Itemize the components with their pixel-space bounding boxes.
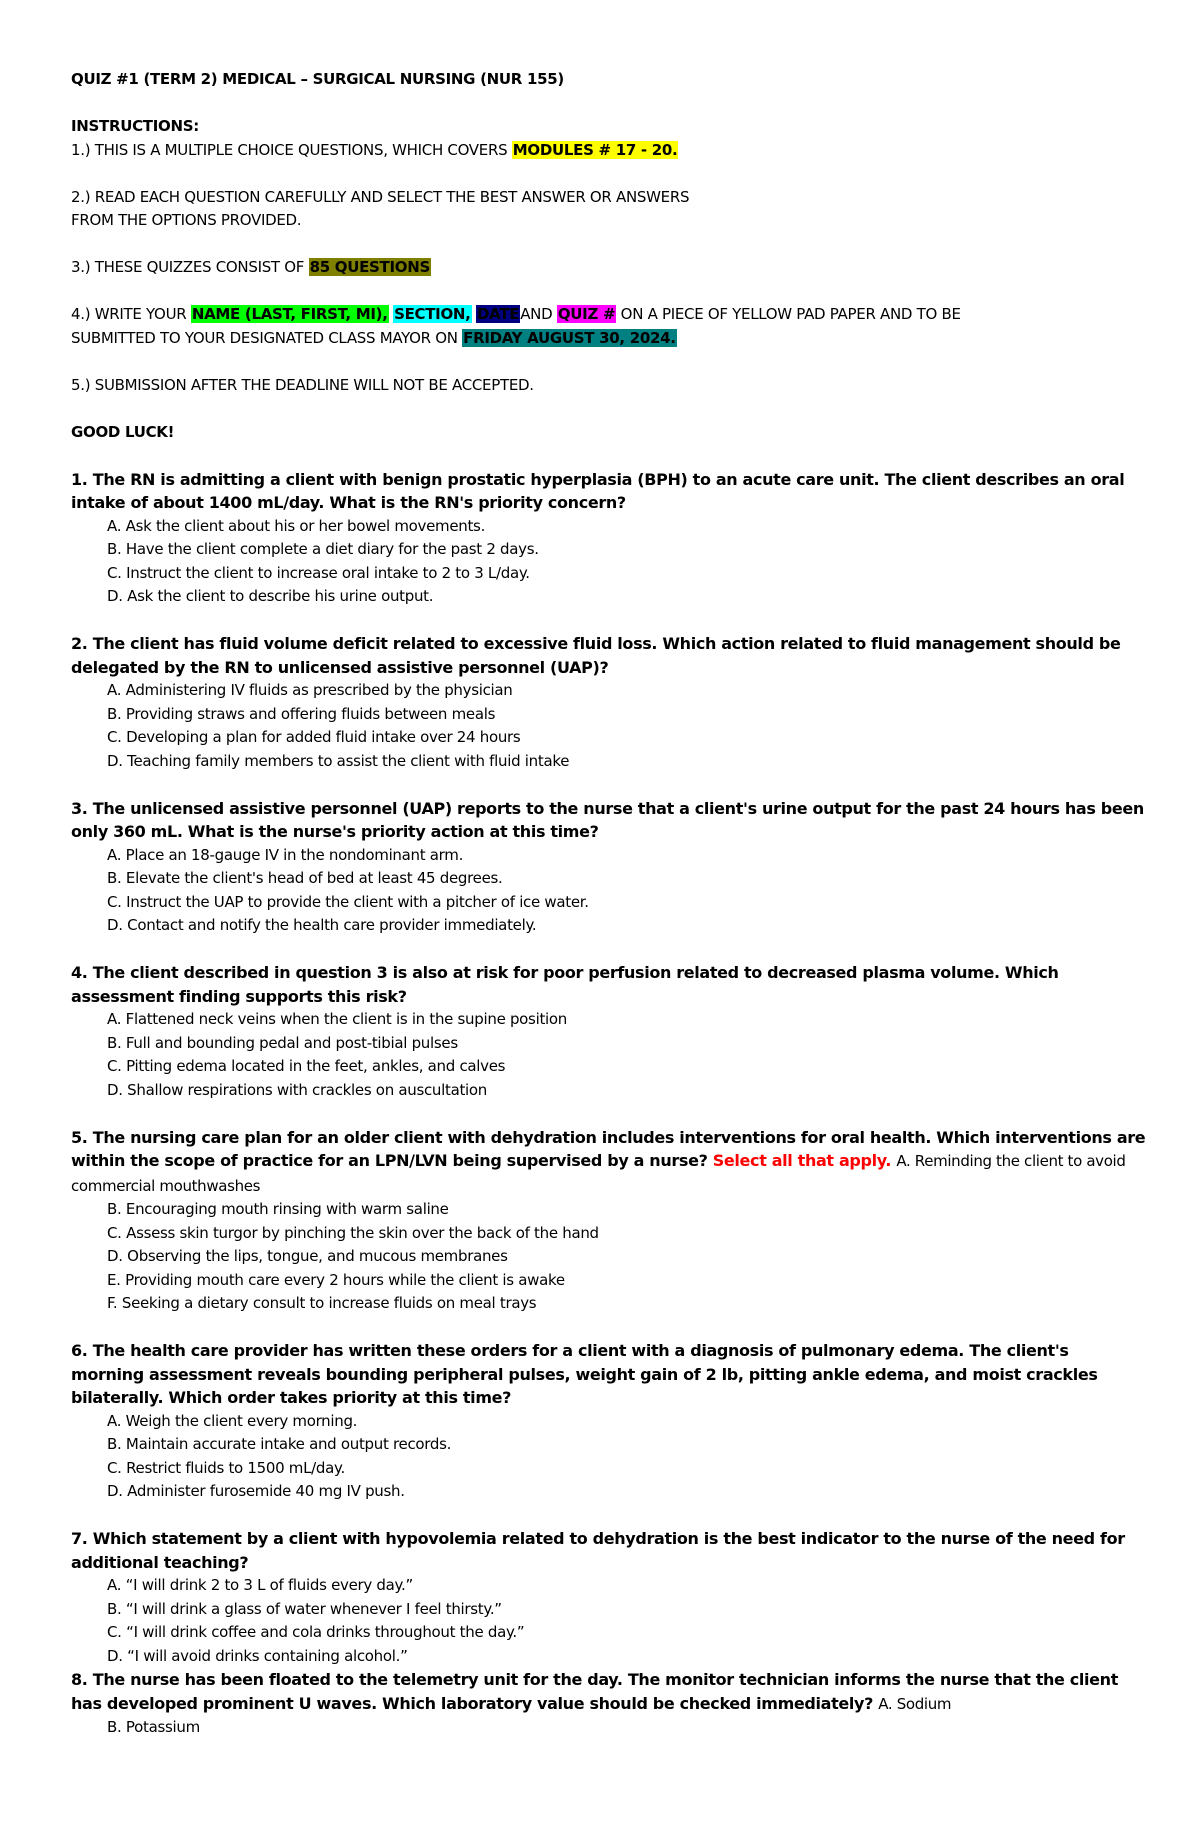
answer-option: D. Contact and notify the health care provider immediately.: [107, 916, 537, 934]
answer-option: B. “I will drink a glass of water whenever I feel thirsty.”: [107, 1599, 502, 1618]
instruction-2-line-1: 2.) READ EACH QUESTION CAREFULLY AND SELECT THE BEST ANSWER OR ANSWERS: [71, 187, 690, 206]
question-text: 1. The RN is admitting a client with benign prostatic hyperplasia (BPH) to an acute care unit. The client describes an oral intake of about 1400 mL/day. What is the RN's priority concern?: [71, 469, 1125, 512]
name-highlight: NAME (LAST, FIRST, MI),: [191, 305, 388, 323]
question-text: 6. The health care provider has written these orders for a client with a diagnosis of pulmonary edema. The client's morning assessment reveals bounding peripheral pulses, weight gain of 2 lb, pitting ankle edema, and moist crackles bilaterally. Which order takes priority at this time?: [71, 1341, 1098, 1407]
answer-option: B. Elevate the client's head of bed at least 45 degrees.: [107, 869, 503, 887]
question-5: [71, 1126, 1146, 1316]
answer-option: F. Seeking a dietary consult to increase fluids on meal trays: [107, 1294, 537, 1312]
question-3: [71, 797, 1146, 938]
answer-option: C. Instruct the client to increase oral intake to 2 to 3 L/day.: [107, 563, 530, 582]
instruction-4-line-1: 4.) WRITE YOUR NAME (LAST, FIRST, MI), SECTION, DATEAND QUIZ # ON A PIECE OF YELLOW PAD PAPER AND TO BE: [71, 305, 961, 323]
answer-option: C. Pitting edema located in the feet, ankles, and calves: [107, 1057, 506, 1075]
answer-option: D. Observing the lips, tongue, and mucous membranes: [107, 1247, 508, 1265]
question-text: 3. The unlicensed assistive personnel (UAP) reports to the nurse that a client's urine output for the past 24 hours has been only 360 mL. What is the nurse's priority action at this time?: [71, 798, 1144, 841]
answer-option-inline: A. Sodium: [878, 1694, 952, 1713]
answer-option: C. Assess skin turgor by pinching the skin over the back of the hand: [107, 1223, 599, 1242]
answer-option: C. Restrict fluids to 1500 mL/day.: [107, 1458, 345, 1477]
answer-option: C. Developing a plan for added fluid intake over 24 hours: [107, 728, 521, 746]
instructions-heading: INSTRUCTIONS:: [71, 117, 199, 135]
question-2: [71, 632, 1146, 773]
answer-option: A. Administering IV fluids as prescribed by the physician: [107, 681, 513, 699]
question-text: 8. The nurse has been floated to the telemetry unit for the day. The monitor technician informs the nurse that the client has developed prominent U waves. Which laboratory value should be checked immediately? A. Sodium: [71, 1670, 1119, 1713]
answer-option: A. Weigh the client every morning.: [107, 1411, 358, 1430]
question-text: 2. The client has fluid volume deficit related to excessive fluid loss. Which action related to fluid management should be delegated by the RN to unlicensed assistive personnel (UAP)?: [71, 634, 1121, 677]
answer-option: C. “I will drink coffee and cola drinks throughout the day.”: [107, 1623, 525, 1641]
page-title: QUIZ #1 (TERM 2) MEDICAL – SURGICAL NURSING (NUR 155): [71, 70, 564, 88]
answer-option: B. Encouraging mouth rinsing with warm saline: [107, 1200, 449, 1218]
section-highlight: SECTION,: [394, 305, 471, 323]
question-4: [71, 961, 1146, 1102]
question-7: [71, 1527, 1146, 1668]
answer-option: B. Maintain accurate intake and output records.: [107, 1435, 452, 1453]
answer-option: A. Flattened neck veins when the client is in the supine position: [107, 1010, 567, 1028]
select-all-note: Select all that apply.: [712, 1151, 892, 1170]
answer-option: C. Instruct the UAP to provide the client with a pitcher of ice water.: [107, 892, 589, 911]
question-text: 5. The nursing care plan for an older client with dehydration includes interventions for oral health. Which interventions are within the scope of practice for an LPN/LVN being supervised by a nurse? Select all that apply. A. Reminding the client to avoid commercial mouthwashes: [71, 1127, 1146, 1195]
answer-option: D. Shallow respirations with crackles on auscultation: [107, 1080, 488, 1099]
answer-option: E. Providing mouth care every 2 hours while the client is awake: [107, 1270, 565, 1289]
good-luck-text: GOOD LUCK!: [71, 422, 175, 441]
answer-option: A. Place an 18-gauge IV in the nondominant arm.: [107, 845, 464, 864]
instruction-3: 3.) THESE QUIZZES CONSIST OF 85 QUESTIONS: [71, 258, 430, 276]
answer-option: D. Teaching family members to assist the client with fluid intake: [107, 751, 570, 770]
deadline-highlight: FRIDAY AUGUST 30, 2024.: [463, 328, 676, 347]
instruction-5: 5.) SUBMISSION AFTER THE DEADLINE WILL NOT BE ACCEPTED.: [71, 375, 534, 394]
answer-option: B. Providing straws and offering fluids between meals: [107, 704, 496, 723]
quiz-document: [71, 68, 1146, 1740]
modules-highlight: MODULES # 17 - 20.: [512, 140, 678, 159]
answer-option: D. “I will avoid drinks containing alcohol.”: [107, 1646, 408, 1665]
question-1: [71, 468, 1146, 609]
instruction-4-line-2: SUBMITTED TO YOUR DESIGNATED CLASS MAYOR ON FRIDAY AUGUST 30, 2024.: [71, 328, 676, 347]
instruction-2-line-2: FROM THE OPTIONS PROVIDED.: [71, 211, 302, 229]
question-text: 7. Which statement by a client with hypovolemia related to dehydration is the best indicator to the nurse of the need for additional teaching?: [71, 1529, 1125, 1572]
quiz-number-highlight: QUIZ #: [557, 305, 616, 323]
answer-option: B. Full and bounding pedal and post-tibial pulses: [107, 1033, 458, 1052]
instruction-1: 1.) THIS IS A MULTIPLE CHOICE QUESTIONS, WHICH COVERS MODULES # 17 - 20.: [71, 140, 678, 159]
answer-option: D. Ask the client to describe his urine output.: [107, 587, 434, 605]
answer-option: A. “I will drink 2 to 3 L of fluids every day.”: [107, 1576, 413, 1594]
answer-option: B. Potassium: [107, 1718, 200, 1736]
answer-option-inline: A. Reminding the client to avoid commercial mouthwashes: [71, 1152, 1126, 1195]
question-6: [71, 1339, 1146, 1504]
question-text: 4. The client described in question 3 is also at risk for poor perfusion related to decreased plasma volume. Which assessment finding supports this risk?: [71, 963, 1059, 1006]
question-8: [71, 1668, 1146, 1740]
answer-option: D. Administer furosemide 40 mg IV push.: [107, 1482, 405, 1500]
answer-option: B. Have the client complete a diet diary for the past 2 days.: [107, 540, 539, 558]
question-count-highlight: 85 QUESTIONS: [309, 258, 430, 276]
answer-option: A. Ask the client about his or her bowel movements.: [107, 516, 486, 535]
date-highlight: DATE: [477, 305, 520, 323]
